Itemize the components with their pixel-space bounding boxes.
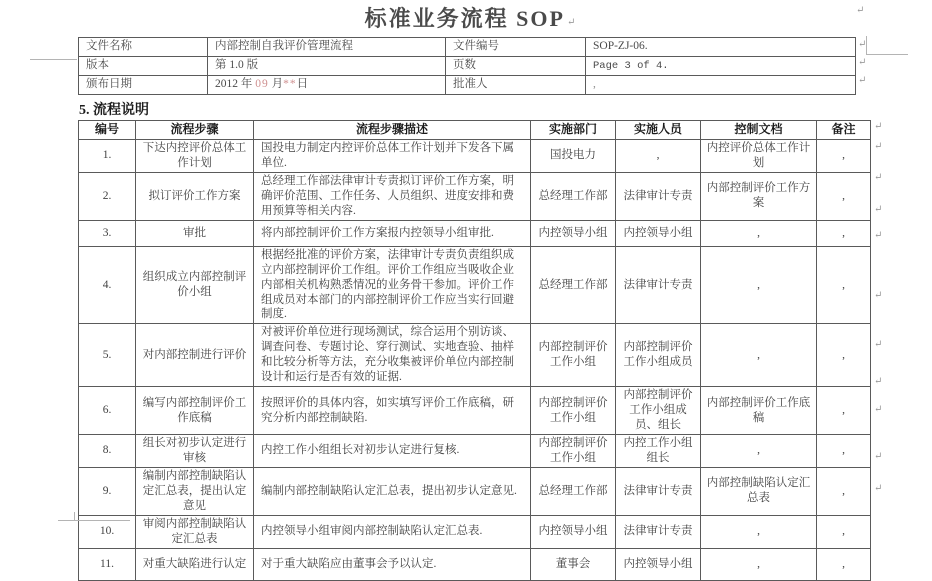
file-name-value: 内部控制自我评价管理流程 <box>208 38 446 57</box>
title-row <box>60 2 880 33</box>
file-no-value: SOP-ZJ-06. <box>586 38 856 57</box>
cell-desc: 按照评价的具体内容，如实填写评价工作底稿，研究分析内部控制缺陷. <box>254 387 531 435</box>
table-row <box>79 548 871 580</box>
cell-note: , <box>817 220 871 246</box>
cell-doc: , <box>701 246 817 324</box>
text-boundary-mark <box>866 54 908 55</box>
approver-value: , <box>586 76 856 95</box>
cell-person: 内控领导小组 <box>616 220 701 246</box>
cell-doc: , <box>701 220 817 246</box>
text-boundary-mark <box>58 520 130 521</box>
cell-desc: 将内部控制评价工作方案报内控领导小组审批. <box>254 220 531 246</box>
process-table <box>78 120 871 581</box>
cell-doc: , <box>701 515 817 548</box>
cell-no: 1. <box>79 140 136 173</box>
cell-step: 拟订评价工作方案 <box>136 172 254 220</box>
cell-person: 内部控制评价工作小组成员、组长 <box>616 387 701 435</box>
doc-info-table <box>78 37 856 95</box>
table-row <box>79 324 871 387</box>
cell-dept: 董事会 <box>531 548 616 580</box>
cell-person: 法律审计专责 <box>616 515 701 548</box>
table-row <box>79 515 871 548</box>
paragraph-mark-icon: ↵ <box>874 290 883 301</box>
cell-note: , <box>817 324 871 387</box>
table-row <box>79 467 871 515</box>
paragraph-mark-icon: ↵ <box>874 230 883 241</box>
cell-step: 对重大缺陷进行认定 <box>136 548 254 580</box>
col-header-dept: 实施部门 <box>531 121 616 140</box>
cell-doc: 内控评价总体工作计划 <box>701 140 817 173</box>
cell-step: 审批 <box>136 220 254 246</box>
cell-doc: , <box>701 434 817 467</box>
cell-note: , <box>817 140 871 173</box>
cell-dept: 内部控制评价工作小组 <box>531 387 616 435</box>
cell-desc: 总经理工作部法律审计专责拟订评价工作方案，明确评价范围、工作任务、人员组织、进度安排和费用预算等相关内容. <box>254 172 531 220</box>
cell-no: 6. <box>79 387 136 435</box>
info-row-version <box>79 57 856 76</box>
col-header-no: 编号 <box>79 121 136 140</box>
issue-date-label: 颁布日期 <box>79 76 208 95</box>
cell-no: 3. <box>79 220 136 246</box>
cell-doc: 内部控制评价工作方案 <box>701 172 817 220</box>
cell-dept: 内部控制评价工作小组 <box>531 324 616 387</box>
cell-desc: 编制内部控制缺陷认定汇总表，提出初步认定意见. <box>254 467 531 515</box>
cell-dept: 总经理工作部 <box>531 467 616 515</box>
paragraph-mark-icon: ↵ <box>874 376 883 387</box>
approver-label: 批准人 <box>446 76 586 95</box>
paragraph-mark-icon: ↵ <box>858 39 867 50</box>
cell-no: 2. <box>79 172 136 220</box>
cell-no: 10. <box>79 515 136 548</box>
cell-dept: 总经理工作部 <box>531 246 616 324</box>
version-label: 版本 <box>79 57 208 76</box>
cell-desc: 内控工作小组组长对初步认定进行复核. <box>254 434 531 467</box>
date-suffix: 日 <box>296 78 309 91</box>
cell-step: 下达内控评价总体工作计划 <box>136 140 254 173</box>
col-header-step: 流程步骤 <box>136 121 254 140</box>
paragraph-mark-icon: ↵ <box>874 172 883 183</box>
cell-doc: 内部控制评价工作底稿 <box>701 387 817 435</box>
col-header-desc: 流程步骤描述 <box>254 121 531 140</box>
cell-person: 法律审计专责 <box>616 172 701 220</box>
date-day-redacted: ** <box>283 78 297 91</box>
pages-label: 页数 <box>446 57 586 76</box>
table-row <box>79 172 871 220</box>
cell-dept: 内部控制评价工作小组 <box>531 434 616 467</box>
cell-step: 组织成立内部控制评价小组 <box>136 246 254 324</box>
date-year: 2012 年 <box>215 78 253 91</box>
paragraph-mark-icon: ↵ <box>874 451 883 462</box>
text-boundary-mark <box>866 36 867 55</box>
pages-value: Page 3 of 4. <box>586 57 856 76</box>
cell-no: 8. <box>79 434 136 467</box>
table-row <box>79 140 871 173</box>
cell-step: 审阅内部控制缺陷认定汇总表 <box>136 515 254 548</box>
cell-person: 内部控制评价工作小组成员 <box>616 324 701 387</box>
cell-note: , <box>817 387 871 435</box>
paragraph-mark-icon: ↵ <box>874 141 883 152</box>
section-heading: 5. 流程说明 <box>79 103 149 118</box>
cell-step: 对内部控制进行评价 <box>136 324 254 387</box>
table-row <box>79 434 871 467</box>
cell-note: , <box>817 548 871 580</box>
col-header-note: 备注 <box>817 121 871 140</box>
cell-note: , <box>817 515 871 548</box>
cell-desc: 对被评价单位进行现场测试，综合运用个别访谈、调查问卷、专题讨论、穿行测试、实地查验、抽样和比较分析等方法，充分收集被评价单位内部控制设计和运行是否有效的证据. <box>254 324 531 387</box>
text-boundary-mark <box>30 59 77 60</box>
cell-note: , <box>817 434 871 467</box>
cell-person: 内控工作小组组长 <box>616 434 701 467</box>
cell-dept: 内控领导小组 <box>531 220 616 246</box>
paragraph-mark-icon: ↵ <box>858 75 867 86</box>
table-row <box>79 387 871 435</box>
cell-doc: 内部控制缺陷认定汇总表 <box>701 467 817 515</box>
cell-dept: 总经理工作部 <box>531 172 616 220</box>
cell-doc: , <box>701 324 817 387</box>
cell-note: , <box>817 172 871 220</box>
cell-no: 9. <box>79 467 136 515</box>
col-header-person: 实施人员 <box>616 121 701 140</box>
paragraph-mark-icon: ↵ <box>858 57 867 68</box>
date-month-redacted: 09 <box>255 78 269 91</box>
file-no-label: 文件编号 <box>446 38 586 57</box>
cell-person: 法律审计专责 <box>616 467 701 515</box>
paragraph-mark-icon: ↵ <box>874 483 883 494</box>
process-table-header-row <box>79 121 871 140</box>
info-row-filename <box>79 38 856 57</box>
cell-step: 编制内部控制缺陷认定汇总表，提出认定意见 <box>136 467 254 515</box>
cell-person: , <box>616 140 701 173</box>
table-row <box>79 246 871 324</box>
cell-no: 11. <box>79 548 136 580</box>
file-name-label: 文件名称 <box>79 38 208 57</box>
version-value: 第 1.0 版 <box>208 57 446 76</box>
col-header-doc: 控制文档 <box>701 121 817 140</box>
cell-desc: 对于重大缺陷应由董事会予以认定. <box>254 548 531 580</box>
cell-no: 4. <box>79 246 136 324</box>
issue-date-value <box>208 76 446 95</box>
page-title: 标准业务流程 SOP <box>364 6 565 31</box>
cell-dept: 内控领导小组 <box>531 515 616 548</box>
info-row-date <box>79 76 856 95</box>
cell-note: , <box>817 246 871 324</box>
cell-step: 组长对初步认定进行审核 <box>136 434 254 467</box>
cell-doc: , <box>701 548 817 580</box>
date-mid: 月 <box>271 78 284 91</box>
cell-note: , <box>817 467 871 515</box>
paragraph-mark-icon: ↵ <box>874 404 883 415</box>
cell-desc: 国投电力制定内控评价总体工作计划并下发各下属单位. <box>254 140 531 173</box>
paragraph-mark-icon: ↵ <box>874 339 883 350</box>
paragraph-mark-icon: ↵ <box>874 204 883 215</box>
paragraph-mark-icon: ↵ <box>566 16 576 28</box>
paragraph-mark-icon: ↵ <box>874 121 883 132</box>
text-boundary-mark <box>74 512 75 520</box>
cell-dept: 国投电力 <box>531 140 616 173</box>
cell-person: 法律审计专责 <box>616 246 701 324</box>
paragraph-mark-icon: ↵ <box>856 5 865 16</box>
cell-desc: 内控领导小组审阅内部控制缺陷认定汇总表. <box>254 515 531 548</box>
cell-desc: 根据经批准的评价方案，法律审计专责负责组织成立内部控制评价工作组。评价工作组应当吸收企业内部相关机构熟悉情况的业务骨干参加。评价工作组成员对本部门的内部控制评价工作应当实行回避制度. <box>254 246 531 324</box>
cell-step: 编写内部控制评价工作底稿 <box>136 387 254 435</box>
table-row <box>79 220 871 246</box>
cell-person: 内控领导小组 <box>616 548 701 580</box>
cell-no: 5. <box>79 324 136 387</box>
